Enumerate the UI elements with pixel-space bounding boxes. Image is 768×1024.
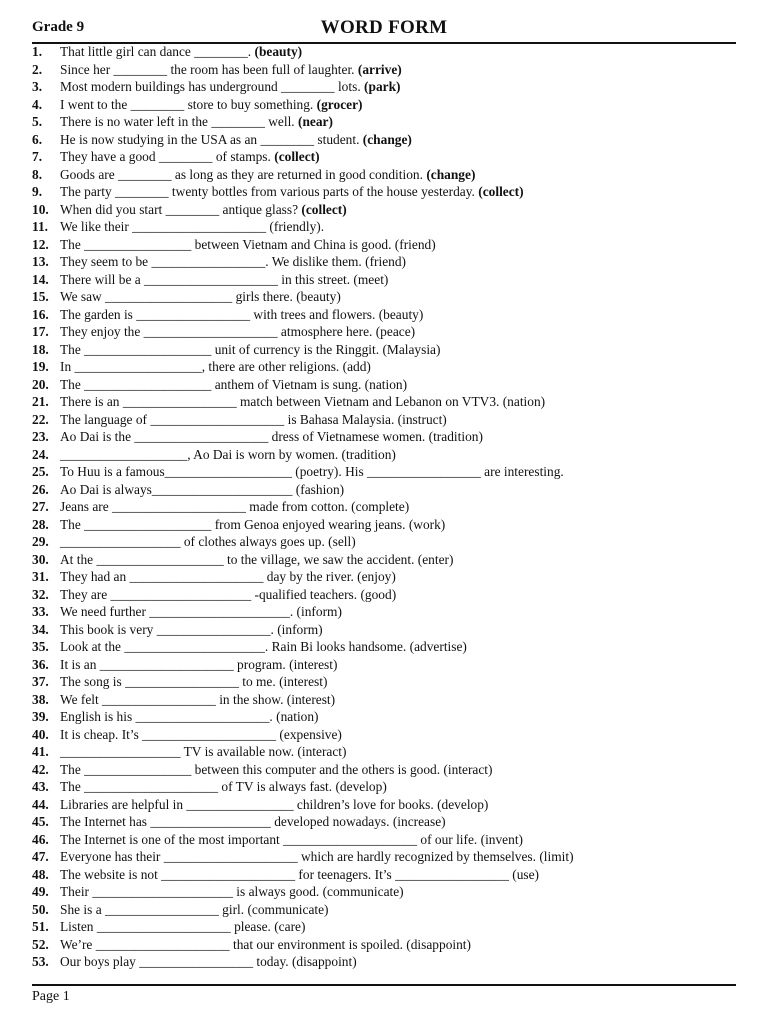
question-item [32,726,736,744]
question-text: The ___________________ unit of currency is the Ringgit. (Malaysia) [60,341,441,357]
question-item [32,673,736,691]
question-item [32,603,736,621]
question-number: 36. [32,656,49,672]
question-number: 22. [32,411,49,427]
question-item [32,498,736,516]
question-text: They had an ____________________ day by the river. (enjoy) [60,569,396,584]
question-item [32,428,736,446]
question-number: 23. [32,429,49,444]
question-item [32,568,736,586]
question-number: 40. [32,726,49,742]
question-number: 7. [32,149,43,164]
question-number: 4. [32,96,43,112]
word-hint: (arrive) [357,61,402,77]
question-number: 46. [32,831,49,847]
question-item [32,358,736,376]
question-text: The ____________________ of TV is always fast. (develop) [60,779,387,794]
word-hint: (change) [362,131,412,147]
question-item [32,183,736,201]
question-text: There is an _________________ match between Vietnam and Lebanon on VTV3. (nation) [60,394,546,409]
question-text: Most modern buildings has underground ________ lots. [60,79,361,94]
question-item [32,166,736,184]
word-hint: (near) [298,114,333,129]
word-hint: (beauty) [254,44,303,59]
question-number: 20. [32,376,49,392]
question-text: English is his ____________________. (nation) [60,709,319,724]
word-hint: (grocer) [316,96,363,112]
question-text: Our boys play _________________ today. (disappoint) [60,954,357,969]
question-number: 1. [32,44,43,59]
question-text: The ___________________ from Genoa enjoyed wearing jeans. (work) [60,516,446,532]
question-text: Ao Dai is the ____________________ dress of Vietnamese women. (tradition) [60,429,483,444]
question-text: At the ___________________ to the village, we saw the accident. (enter) [60,551,454,567]
question-number: 32. [32,586,49,602]
question-number: 43. [32,779,49,794]
question-number: 50. [32,901,49,917]
question-text: They seem to be _________________. We dislike them. (friend) [60,254,407,269]
question-text: When did you start ________ antique glass? [60,201,299,217]
question-text: In ___________________, there are other religions. (add) [60,359,371,374]
question-text: Ao Dai is always_____________________ (fashion) [60,481,345,497]
question-number: 53. [32,954,49,969]
question-number: 17. [32,324,49,339]
question-text: We felt _________________ in the show. (interest) [60,691,336,707]
question-number: 26. [32,481,49,497]
question-number: 28. [32,516,49,532]
question-text: We need further _____________________. (inform) [60,604,342,619]
question-text: Jeans are ____________________ made from cotton. (complete) [60,499,410,514]
question-item [32,61,736,79]
question-text: The song is _________________ to me. (interest) [60,674,328,689]
question-item [32,953,736,971]
question-text: The garden is _________________ with trees and flowers. (beauty) [60,306,424,322]
question-item [32,43,736,61]
grade-label: Grade 9 [32,19,85,35]
question-text: The Internet is one of the most important ____________________ of our life. (invent) [60,831,524,847]
question-text: Libraries are helpful in ________________ children’s love for books. (develop) [60,796,489,812]
question-text: There will be a ____________________ in this street. (meet) [60,271,389,287]
question-item [32,586,736,604]
question-text: The language of ____________________ is Bahasa Malaysia. (instruct) [60,411,447,427]
word-hint: (collect) [301,201,347,217]
word-hint: (collect) [478,184,524,199]
question-number: 10. [32,201,49,217]
question-number: 13. [32,254,49,269]
question-item [32,288,736,306]
question-number: 5. [32,114,43,129]
question-number: 18. [32,341,49,357]
question-list [32,43,736,971]
question-number: 14. [32,271,49,287]
question-number: 3. [32,79,43,94]
footer-divider [32,984,736,986]
question-number: 31. [32,569,49,584]
question-item [32,148,736,166]
question-item [32,533,736,551]
question-number: 24. [32,446,49,462]
question-item [32,78,736,96]
question-number: 15. [32,289,49,304]
question-number: 25. [32,464,49,479]
question-text: Their _____________________ is always good. (communicate) [60,884,404,899]
question-text: __________________ of clothes always goes up. (sell) [60,534,356,549]
question-item [32,813,736,831]
question-text: He is now studying in the USA as an ________ student. [60,131,360,147]
question-item [32,621,736,639]
question-item [32,831,736,849]
question-item [32,463,736,481]
question-number: 34. [32,621,49,637]
question-item [32,883,736,901]
question-item [32,866,736,884]
question-item [32,131,736,149]
question-text: There is no water left in the ________ well. [60,114,295,129]
question-text: It is cheap. It’s ____________________ (expensive) [60,726,342,742]
question-text: The ________________ between Vietnam and China is good. (friend) [60,236,436,252]
question-text: This book is very _________________. (inform) [60,621,323,637]
question-text: Goods are ________ as long as they are returned in good condition. [60,166,423,182]
question-item [32,656,736,674]
question-text: ___________________, Ao Dai is worn by women. (tradition) [60,446,396,462]
question-text: The ________________ between this computer and the others is good. (interact) [60,761,493,777]
question-item [32,96,736,114]
question-number: 42. [32,761,49,777]
question-number: 9. [32,184,43,199]
question-number: 39. [32,709,49,724]
question-number: 21. [32,394,49,409]
question-item [32,113,736,131]
question-item [32,271,736,289]
question-item [32,481,736,499]
page-header [32,17,736,41]
question-number: 29. [32,534,49,549]
word-hint: (park) [364,79,401,94]
question-item [32,253,736,271]
question-item [32,638,736,656]
question-number: 33. [32,604,49,619]
question-text: __________________ TV is available now. (interact) [60,744,347,759]
question-number: 11. [32,219,48,234]
question-number: 52. [32,936,49,952]
question-item [32,218,736,236]
question-item [32,201,736,219]
word-hint: (collect) [274,149,320,164]
question-item [32,848,736,866]
question-number: 19. [32,359,49,374]
question-text: The party ________ twenty bottles from various parts of the house yesterday. [60,184,475,199]
question-number: 45. [32,814,49,829]
question-text: I went to the ________ store to buy something. [60,96,314,112]
question-item [32,516,736,534]
question-text: They have a good ________ of stamps. [60,149,271,164]
word-hint: (change) [426,166,476,182]
question-item [32,306,736,324]
question-item [32,341,736,359]
question-item [32,446,736,464]
question-text: She is a _________________ girl. (communicate) [60,901,329,917]
question-number: 47. [32,849,49,864]
question-item [32,708,736,726]
question-item [32,376,736,394]
question-item [32,393,736,411]
question-text: The ___________________ anthem of Vietnam is sung. (nation) [60,376,408,392]
question-text: Listen ____________________ please. (care) [60,919,306,934]
question-item [32,551,736,569]
question-number: 30. [32,551,49,567]
question-text: We’re ____________________ that our environment is spoiled. (disappoint) [60,936,471,952]
question-text: To Huu is a famous___________________ (poetry). His _________________ are interesting. [60,464,564,479]
question-text: Since her ________ the room has been full of laughter. [60,61,355,77]
question-text: Look at the _____________________. Rain Bi looks handsome. (advertise) [60,639,467,654]
question-item [32,323,736,341]
question-item [32,691,736,709]
question-number: 27. [32,499,49,514]
question-text: We saw ___________________ girls there. (beauty) [60,289,341,304]
question-text: Everyone has their ____________________ which are hardly recognized by themselves. (limit) [60,849,574,864]
question-number: 37. [32,674,49,689]
question-item [32,236,736,254]
question-number: 51. [32,919,49,934]
question-number: 35. [32,639,49,654]
question-number: 2. [32,61,43,77]
question-item [32,918,736,936]
question-number: 49. [32,884,49,899]
question-number: 16. [32,306,49,322]
question-item [32,761,736,779]
question-number: 48. [32,866,49,882]
question-text: They are _____________________ -qualified teachers. (good) [60,586,397,602]
question-item [32,411,736,429]
question-number: 38. [32,691,49,707]
question-text: That little girl can dance ________. [60,44,252,59]
question-text: The website is not ____________________ for teenagers. It’s _________________ (use) [60,866,540,882]
question-text: We like their ____________________ (friendly). [60,219,325,234]
page-number: Page 1 [32,989,70,1004]
question-item [32,743,736,761]
question-text: It is an ____________________ program. (interest) [60,656,338,672]
question-item [32,901,736,919]
question-number: 44. [32,796,49,812]
question-item [32,778,736,796]
question-number: 6. [32,131,43,147]
question-text: They enjoy the ____________________ atmosphere here. (peace) [60,324,416,339]
question-text: The Internet has __________________ developed nowadays. (increase) [60,814,446,829]
question-item [32,936,736,954]
question-item [32,796,736,814]
question-number: 8. [32,166,43,182]
question-number: 12. [32,236,49,252]
question-number: 41. [32,744,49,759]
page-title: WORD FORM [320,17,448,38]
